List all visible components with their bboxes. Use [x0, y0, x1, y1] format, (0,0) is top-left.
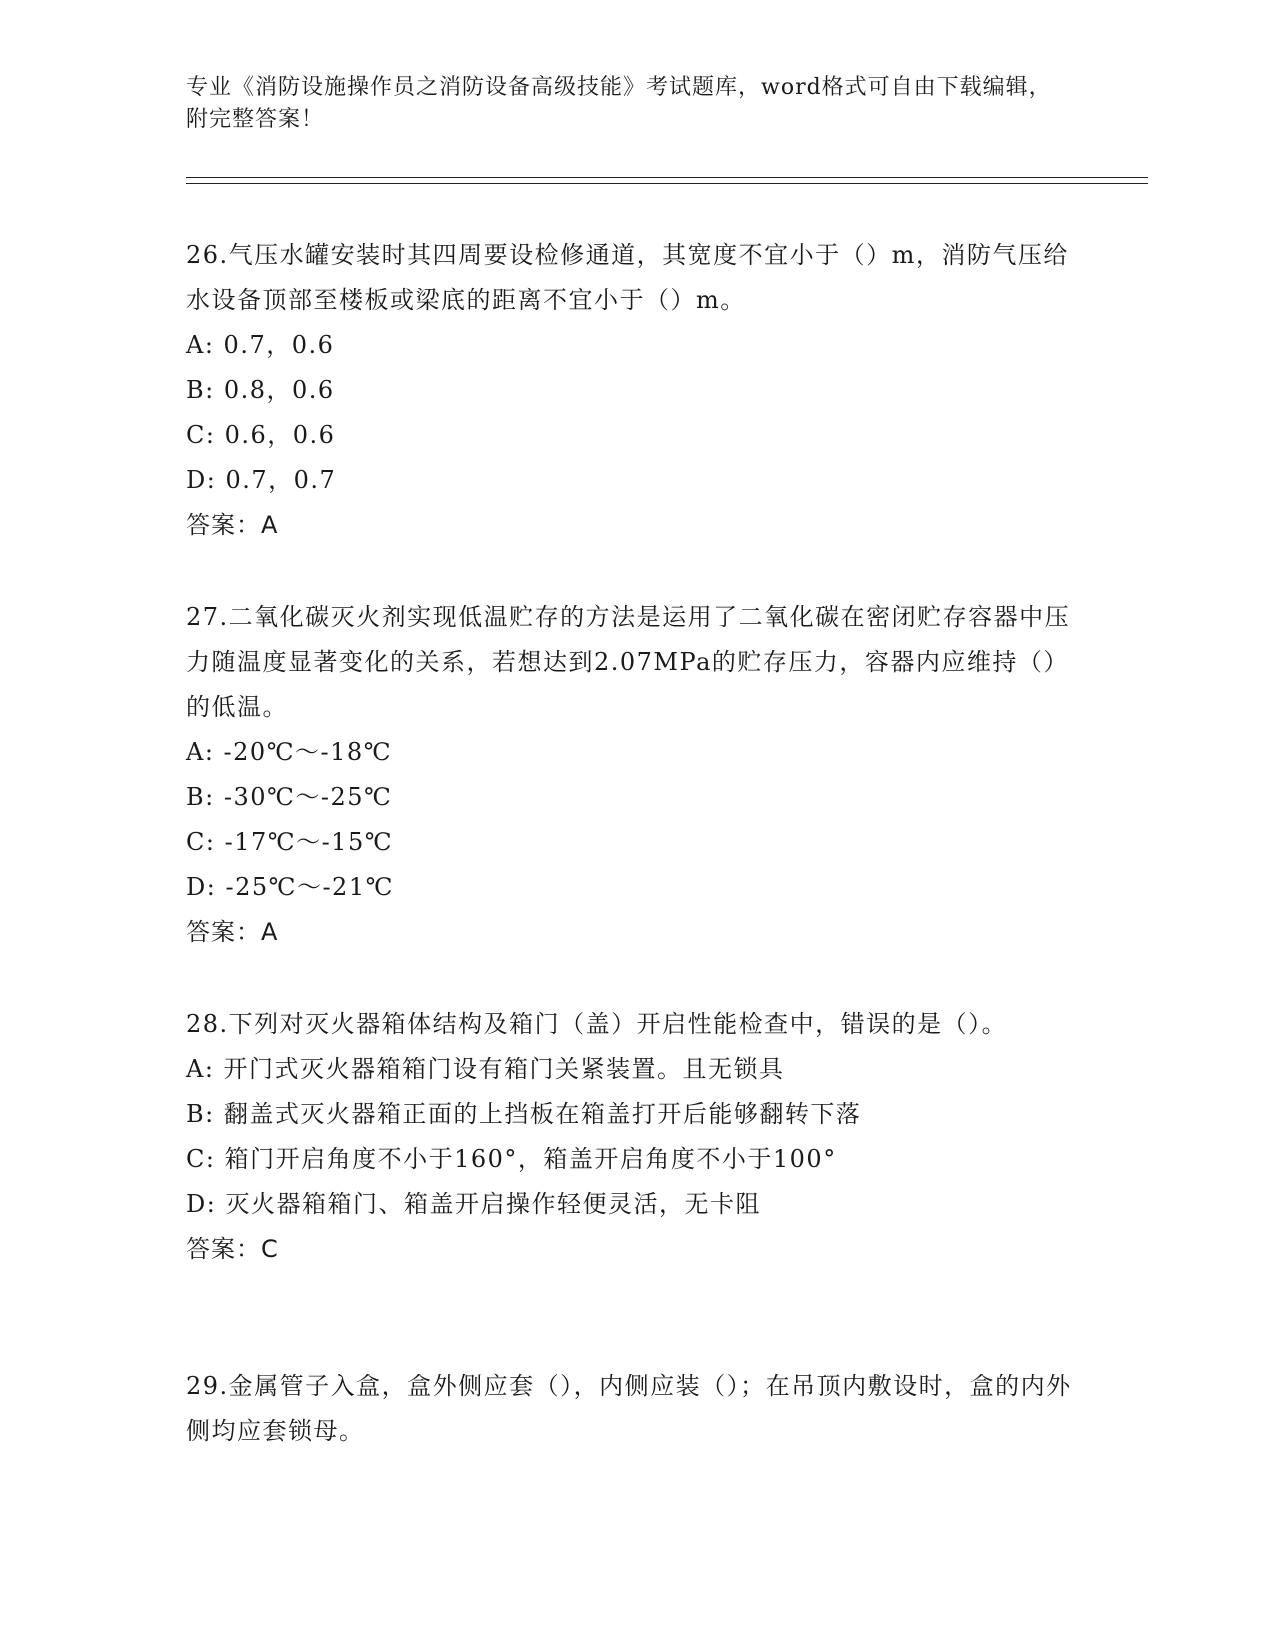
question-27 — [186, 595, 1086, 955]
question-stem: 27.二氧化碳灭火剂实现低温贮存的方法是运用了二氧化碳在密闭贮存容器中压力随温度显著变化的关系，若想达到2.07MPa的贮存压力，容器内应维持（）的低温。 — [186, 603, 1071, 721]
question-26 — [186, 233, 1086, 548]
option-a: A: 0.7，0.6 — [186, 331, 335, 359]
option-c: C: 箱门开启角度不小于160°，箱盖开启角度不小于100° — [186, 1145, 837, 1173]
answer-label: 答案：C — [186, 1235, 279, 1263]
option-b: B: 0.8，0.6 — [186, 376, 335, 404]
question-stem: 28.下列对灭火器箱体结构及箱门（盖）开启性能检查中，错误的是（）。 — [186, 1010, 1008, 1038]
question-stem: 26.气压水罐安装时其四周要设检修通道，其宽度不宜小于（）m，消防气压给水设备顶部至楼板或梁底的距离不宜小于（）m。 — [186, 241, 1069, 314]
option-a: A: -20℃～-18℃ — [186, 738, 393, 766]
option-a: A: 开门式灭火器箱箱门设有箱门关紧装置。且无锁具 — [186, 1055, 785, 1083]
option-c: C: 0.6，0.6 — [186, 421, 336, 449]
header-divider-top — [186, 177, 1148, 178]
header-divider-bottom — [186, 183, 1148, 184]
question-stem: 29.金属管子入盒，盒外侧应套（），内侧应装（）；在吊顶内敷设时，盒的内外侧均应套锁母。 — [186, 1372, 1072, 1445]
question-28 — [186, 1002, 1086, 1272]
answer-label: 答案：A — [186, 511, 279, 539]
answer-label: 答案：A — [186, 918, 279, 946]
option-c: C: -17℃～-15℃ — [186, 828, 394, 856]
option-d: D: 灭火器箱箱门、箱盖开启操作轻便灵活，无卡阻 — [186, 1190, 761, 1218]
question-29 — [186, 1364, 1086, 1454]
option-b: B: -30℃～-25℃ — [186, 783, 393, 811]
option-d: D: -25℃～-21℃ — [186, 873, 394, 901]
option-b: B: 翻盖式灭火器箱正面的上挡板在箱盖打开后能够翻转下落 — [186, 1100, 862, 1128]
document-header: 专业《消防设施操作员之消防设备高级技能》考试题库，word格式可自由下载编辑，附完整答案！ — [186, 75, 1052, 132]
option-d: D: 0.7，0.7 — [186, 466, 337, 494]
